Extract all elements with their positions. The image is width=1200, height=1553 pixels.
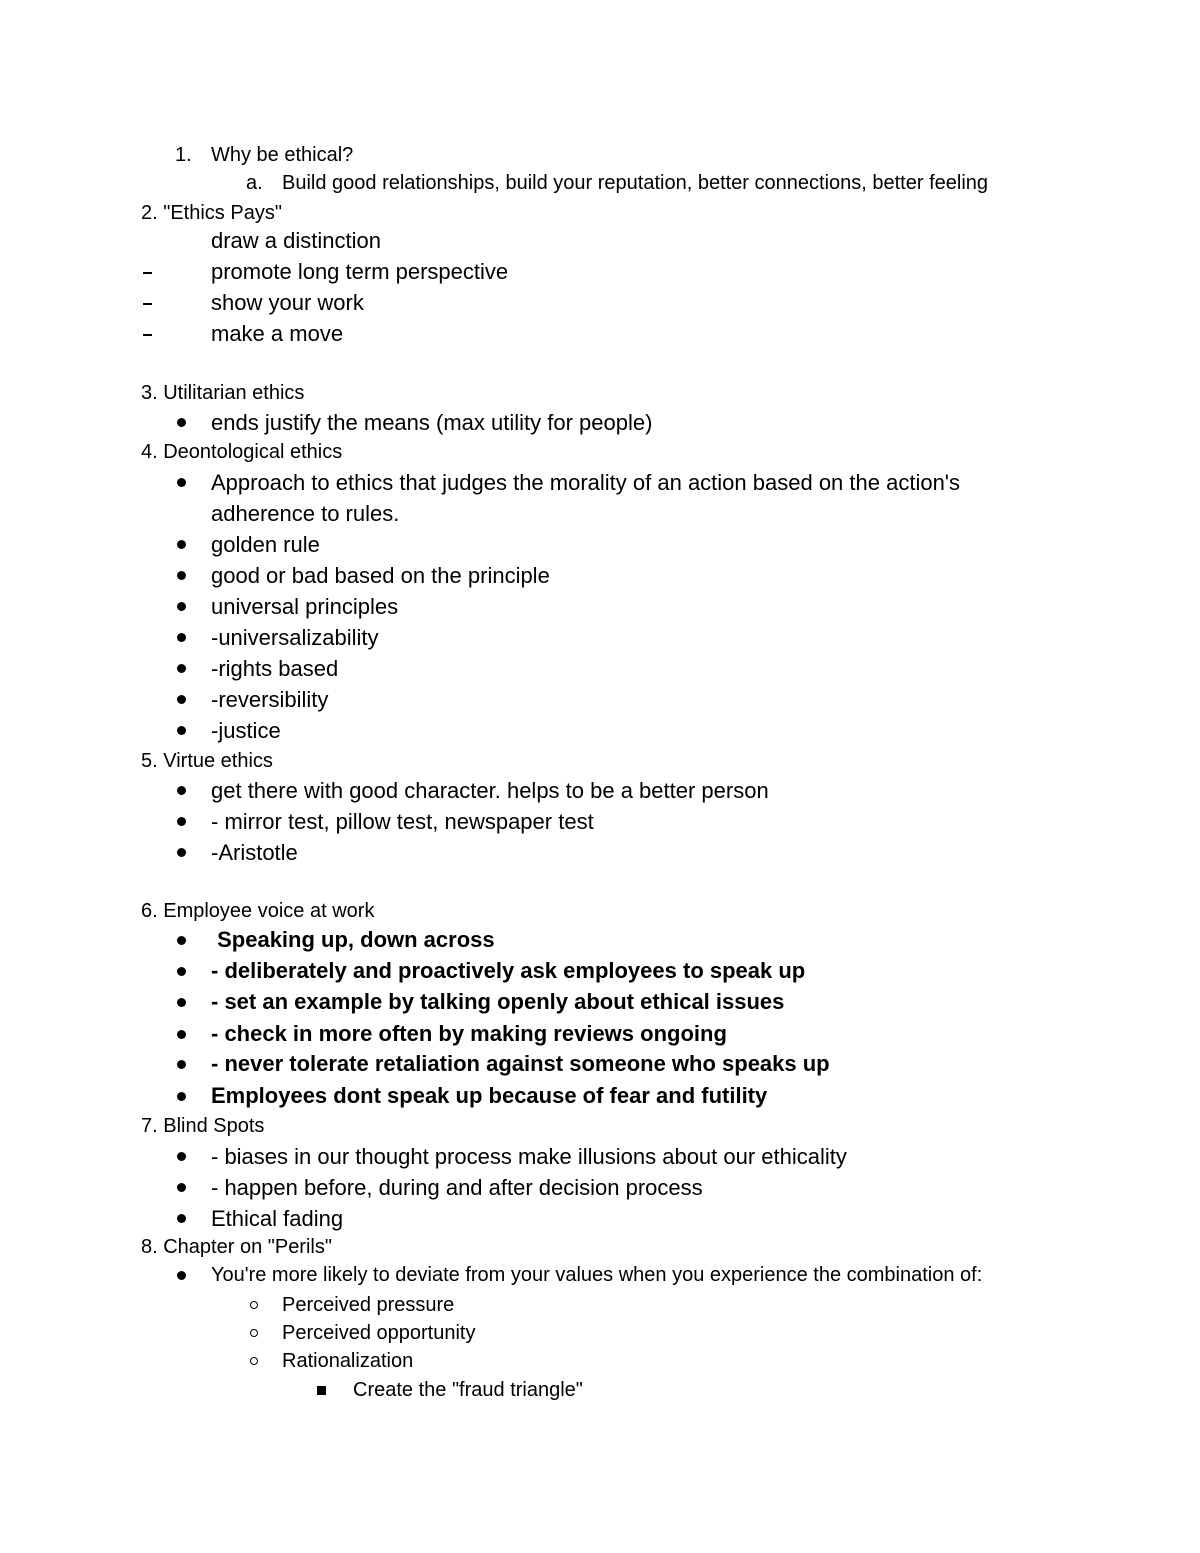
bullet-marker xyxy=(177,478,186,487)
list-item: show your work xyxy=(211,290,364,315)
circle-marker xyxy=(250,1329,258,1337)
bullet-marker xyxy=(177,967,186,976)
dash-marker xyxy=(143,272,152,274)
list-item: -justice xyxy=(211,718,281,743)
list-item-bold: - set an example by talking openly about ethical issues xyxy=(211,989,785,1014)
bullet-marker xyxy=(177,998,186,1007)
list-item-bold: - deliberately and proactively ask employees to speak up xyxy=(211,958,806,983)
bullet-marker xyxy=(177,1183,186,1192)
list-item: - biases in our thought process make illusions about our ethicality xyxy=(211,1144,847,1169)
section-title-employee-voice: 6. Employee voice at work xyxy=(141,900,375,922)
list-item: -reversibility xyxy=(211,687,329,712)
bullet-marker xyxy=(177,1060,186,1069)
bullet-marker xyxy=(177,936,186,945)
section-title-utilitarian: 3. Utilitarian ethics xyxy=(141,382,305,404)
list-item: good or bad based on the principle xyxy=(211,563,550,588)
bullet-marker xyxy=(177,1092,186,1101)
list-item: -universalizability xyxy=(211,625,379,650)
bullet-marker xyxy=(177,1214,186,1223)
bullet-marker xyxy=(177,633,186,642)
list-item: golden rule xyxy=(211,532,320,557)
circle-marker xyxy=(250,1301,258,1309)
bullet-marker xyxy=(177,1030,186,1039)
square-marker xyxy=(317,1386,326,1395)
list-item: Build good relationships, build your reputation, better connections, better feeling xyxy=(282,172,989,194)
bullet-marker xyxy=(177,540,186,549)
list-number: 1. xyxy=(175,144,192,166)
bullet-marker xyxy=(177,1152,186,1161)
bullet-marker xyxy=(177,418,186,427)
list-item: ends justify the means (max utility for people) xyxy=(211,410,653,435)
list-item: -rights based xyxy=(211,656,339,681)
list-item-bold: - never tolerate retaliation against someone who speaks up xyxy=(211,1051,830,1076)
section-title-blind-spots: 7. Blind Spots xyxy=(141,1115,265,1137)
section-title-why-be-ethical: Why be ethical? xyxy=(211,144,354,166)
bullet-marker xyxy=(177,786,186,795)
list-subsubitem: Create the "fraud triangle" xyxy=(353,1379,583,1401)
list-item: -Aristotle xyxy=(211,840,298,865)
list-item-bold: - check in more often by making reviews ongoing xyxy=(211,1021,727,1046)
list-item: - happen before, during and after decision process xyxy=(211,1175,703,1200)
list-item: universal principles xyxy=(211,594,399,619)
list-item: Approach to ethics that judges the morality of an action based on the action's xyxy=(211,470,960,495)
list-item: Ethical fading xyxy=(211,1206,344,1231)
list-subitem: Perceived opportunity xyxy=(282,1322,476,1344)
list-subitem: Perceived pressure xyxy=(282,1294,455,1316)
list-item-bold: Employees dont speak up because of fear and futility xyxy=(211,1083,768,1108)
list-item: get there with good character. helps to be a better person xyxy=(211,778,769,803)
list-item: draw a distinction xyxy=(211,228,381,253)
section-title-ethics-pays: 2. "Ethics Pays" xyxy=(141,202,282,224)
list-marker: a. xyxy=(246,172,263,194)
bullet-marker xyxy=(177,817,186,826)
circle-marker xyxy=(250,1357,258,1365)
bullet-marker xyxy=(177,848,186,857)
section-title-virtue: 5. Virtue ethics xyxy=(141,750,273,772)
bullet-marker xyxy=(177,695,186,704)
list-item: make a move xyxy=(211,321,344,346)
list-item-bold: Speaking up, down across xyxy=(211,927,495,952)
list-subitem: Rationalization xyxy=(282,1350,414,1372)
section-title-perils: 8. Chapter on "Perils" xyxy=(141,1236,332,1258)
list-item: - mirror test, pillow test, newspaper test xyxy=(211,809,594,834)
list-item: You're more likely to deviate from your values when you experience the combination of: xyxy=(211,1264,983,1286)
list-item: promote long term perspective xyxy=(211,259,509,284)
bullet-marker xyxy=(177,1271,186,1280)
list-item-continuation: adherence to rules. xyxy=(211,501,400,526)
dash-marker xyxy=(143,334,152,336)
bullet-marker xyxy=(177,664,186,673)
bullet-marker xyxy=(177,726,186,735)
section-title-deontological: 4. Deontological ethics xyxy=(141,441,343,463)
bullet-marker xyxy=(177,571,186,580)
bullet-marker xyxy=(177,602,186,611)
dash-marker xyxy=(143,303,152,305)
